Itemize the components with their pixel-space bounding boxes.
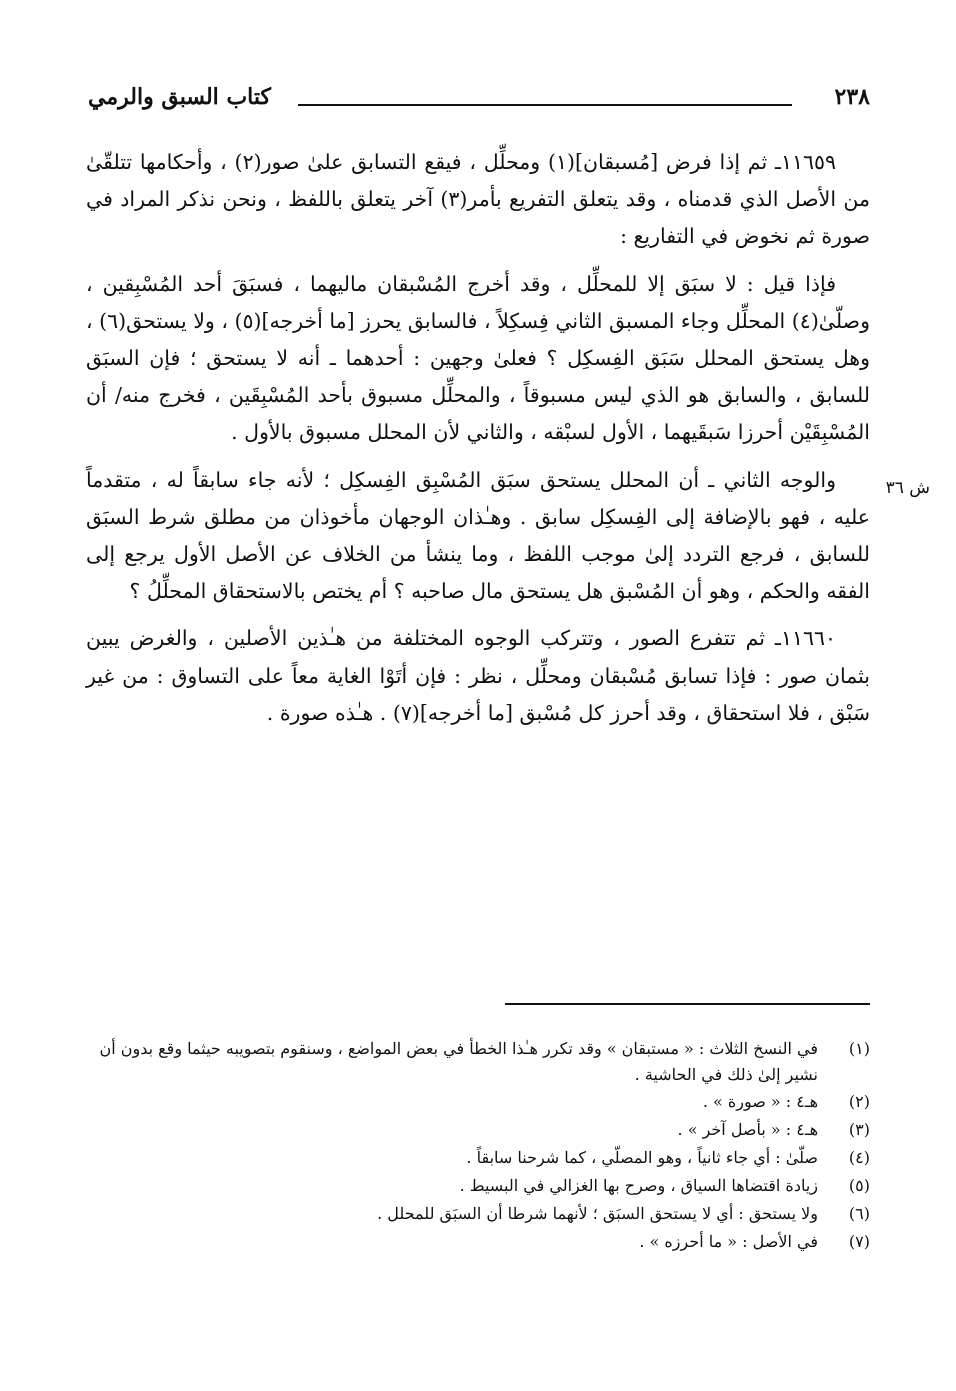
footnote-number: (٢) bbox=[848, 1092, 870, 1111]
main-text bbox=[86, 144, 870, 742]
footnote-text: صلّىٰ : أي جاء ثانياً ، وهو المصلّي ، كما شرحنا سابقاً . bbox=[466, 1148, 818, 1167]
page-header bbox=[88, 84, 870, 120]
paragraph-11660: ١١٦٦٠ـ ثم تتفرع الصور ، وتتركب الوجوه المختلفة من هـٰذين الأصلين ، والغرض يبين بثمان صور : فإذا تسابق مُسْبقان ومحلِّل ، نظر : فإن أتَوْا الغاية معاً على التساوق : من غير سَبْق ، فلا استحقاق ، وقد أحرز كل مُسْبق [ما أخرجه](٧) . هـٰذه صورة . bbox=[86, 626, 870, 725]
footnote-item bbox=[86, 1172, 870, 1200]
footnote-text: في النسخ الثلاث : « مستبقان » وقد تكرر هـٰذا الخطأ في بعض المواضع ، وسنقوم بتصويبه حيثما وقع بدون أن نشير إلىٰ ذلك في الحاشية . bbox=[99, 1039, 818, 1084]
footnote-number: (٦) bbox=[848, 1204, 870, 1223]
footnote-item bbox=[86, 1088, 870, 1116]
footnote-number: (١) bbox=[848, 1039, 870, 1058]
footnote-number: (٥) bbox=[848, 1176, 870, 1195]
footnote-text: هـ٤ : « بأصل آخر » . bbox=[677, 1120, 818, 1139]
paragraph-11659: ١١٦٥٩ـ ثم إذا فرض [مُسبقان](١) ومحلِّل ، فيقع التسابق علىٰ صور(٢) ، وأحكامها تتلقّىٰ من الأصل الذي قدمناه ، وقد يتعلق التفريع بأمر(٣) آخر يتعلق باللفظ ، ونحن نذكر المراد في صورة ثم نخوض في التفاريع : bbox=[86, 150, 870, 249]
header-rule bbox=[298, 104, 792, 106]
footnote-number: (٧) bbox=[848, 1232, 870, 1251]
paragraph-first-case: فإذا قيل : لا سبَق إلا للمحلِّل ، وقد أخرج المُسْبقان ماليهما ، فسبَقَ أحد المُسْبِقين ، وصلّىٰ(٤) المحلِّل وجاء المسبق الثاني فِسكِلاً ، فالسابق يحرز [ما أخرجه](٥) ، ولا يستحق(٦) ، وهل يستحق المحلل سَبَق الفِسكِل ؟ فعلىٰ وجهين : أحدهما ـ أنه لا يستحق ؛ فإن السبَق للسابق ، والسابق هو الذي ليس مسبوقاً ، والمحلِّل مسبوق بأحد المُسْبِقَين ، فخرج منه/ أن المُسْبِقَيْن أحرزا سَبقَيهما ، الأول لسبْقه ، والثاني لأن المحلل مسبوق بالأول . bbox=[86, 271, 870, 445]
footnote-item bbox=[86, 1228, 870, 1256]
running-title: كتاب السبق والرمي bbox=[88, 84, 271, 110]
footnote-number: (٣) bbox=[848, 1120, 870, 1139]
manuscript-folio-note: ش ٣٦ bbox=[885, 478, 930, 498]
footnote-text: هـ٤ : « صورة » . bbox=[702, 1092, 818, 1111]
footnote-text: زيادة اقتضاها السياق ، وصرح بها الغزالي في البسيط . bbox=[459, 1176, 818, 1195]
footnote-item bbox=[86, 1116, 870, 1144]
footnote-text: ولا يستحق : أي لا يستحق السبَق ؛ لأنهما شرطا أن السبَق للمحلل . bbox=[377, 1204, 818, 1223]
page-number: ٢٣٨ bbox=[834, 84, 870, 110]
footnote-item bbox=[86, 1200, 870, 1228]
footnote-item bbox=[86, 1144, 870, 1172]
footnote-separator bbox=[505, 1003, 870, 1005]
paragraph-second-aspect: والوجه الثاني ـ أن المحلل يستحق سبَق المُسْبِق الفِسكِل ؛ لأنه جاء سابقاً له ، متقدماً عليه ، فهو بالإضافة إلى الفِسكِل سابق . وهـٰذان الوجهان مأخوذان من مطلق شرط السبَق للسابق ، فرجع التردد إلىٰ موجب اللفظ ، وما ينشأ من الخلاف عن الأصل الأول يرجع إلى الفقه والحكم ، وهو أن المُسْبق هل يستحق مال صاحبه ؟ أم يختص بالاستحقاق المحلِّلُ ؟ bbox=[86, 467, 870, 604]
footnote-number: (٤) bbox=[848, 1148, 870, 1167]
footnote-text: في الأصل : « ما أحرزه » . bbox=[639, 1232, 818, 1251]
footnote-item bbox=[86, 1036, 870, 1088]
footnotes bbox=[86, 1036, 870, 1256]
